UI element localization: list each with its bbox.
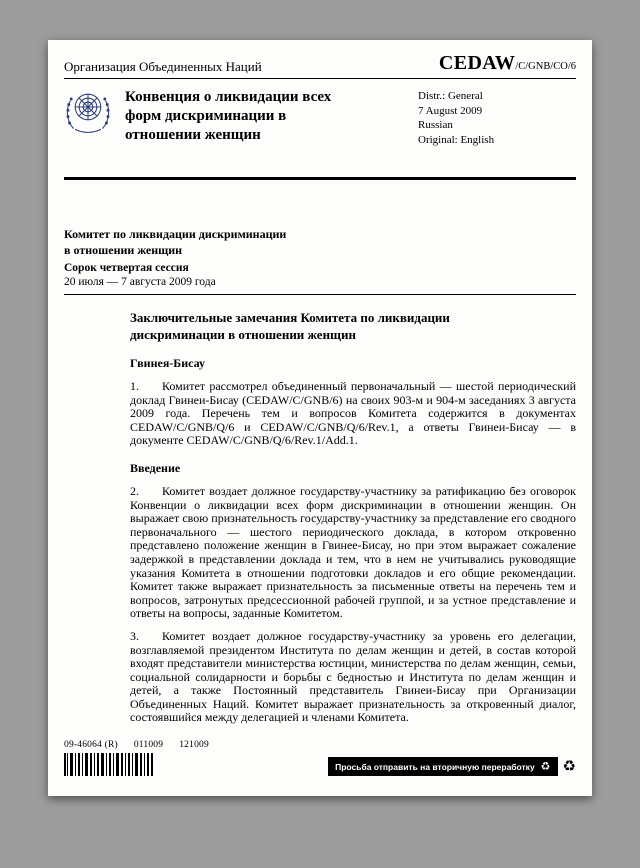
document-symbol: [439, 52, 576, 75]
barcode: [64, 753, 156, 776]
un-emblem-icon: [64, 87, 112, 135]
distr-language: Russian: [418, 119, 453, 131]
convention-title-line: форм дискриминации в: [125, 108, 287, 124]
footer-code-a: 011009: [133, 740, 164, 750]
thin-rule: [64, 294, 576, 295]
recycle-notice: [328, 757, 576, 776]
page-title-line: Заключительные замечания Комитета по ликвидации: [130, 310, 450, 325]
session-name: Сорок четвертая сессия: [64, 262, 189, 274]
page-title-line: дискриминации в отношении женщин: [130, 327, 357, 342]
recycle-label: Просьба отправить на вторичную переработку: [335, 761, 535, 772]
convention-title: [125, 87, 345, 147]
paragraph-text: Комитет рассмотрел объединенный первоначальный — шестой периодический доклад Гвинеи-Бисау (CEDAW/C/GNB/6) на своих 903-м и 904-м заседаниях 3 августа 2009 года. Перечень тем и вопросов Комитета содержится в документах CEDAW/C/GNB/Q/6 и CEDAW/C/GNB/Q/6/Rev.1, а ответы Гвинеи-Бисау — в документе CEDAW/C/GNB/Q/6/Rev.1/Add.1.: [130, 379, 576, 448]
document-page: [48, 40, 592, 796]
page-footer: [64, 740, 576, 776]
paragraph-number: 3.: [130, 628, 139, 643]
recycle-icon: ♻: [540, 760, 551, 773]
distr-original: Original: English: [418, 133, 495, 146]
paragraph-2: [130, 485, 576, 621]
session-dates: 20 июля — 7 августа 2009 года: [64, 276, 216, 288]
paragraph-text: Комитет воздает должное государству-участнику за уровень его делегации, возглавляемой президентом Института по делам женщин и детей, в состав которой входят представители министерства юстиции, министерства по делам женщин, семьи, социальной солидарности и борьбы с бедностью и Института по делам женщин и детей, а также Постоянный представитель Гвинеи-Бисау при Организации Объединенных Наций. Комитет выражает признательность за откровенный диалог, состоявшийся между делегацией и членами Комитета.: [130, 628, 576, 725]
committee-name-line: Комитет по ликвидации дискриминации: [64, 227, 287, 241]
paragraph-1: [130, 380, 576, 448]
distribution-block: [418, 87, 576, 147]
distr-date: 7 August 2009: [418, 104, 483, 117]
introduction-heading: Введение: [130, 460, 181, 475]
org-name: Организация Объединенных Наций: [64, 59, 262, 74]
committee-name-line: в отношении женщин: [64, 243, 183, 257]
paragraph-number: 2.: [130, 483, 139, 498]
paragraph-number: 1.: [130, 379, 139, 393]
recycle-box: [328, 757, 557, 776]
distr-line: Distr.: General: [418, 90, 483, 102]
thick-rule: [64, 177, 576, 180]
paragraph-text: Комитет воздает должное государству-участнику за ратификацию без оговорок Конвенции о ликвидации всех форм дискриминации в отношении женщин. Он выражает свою признательность государству-участнику за представление его сводного первоначального — шестого периодического доклада, в котором откровенно представлено положение женщин в Гвинее-Бисау, но при этом выражает сожаление задержкой в представлении доклада и тем, что в нем не учитывались руководящие указания Комитета в отношении подготовки докладов и его общие рекомендации. Комитет также выражает признательность за письменные ответы на перечень тем и вопросов, затронутых предсессионной рабочей группой, и за устное представление и ответы на вопросы, заданные Комитетом.: [130, 483, 576, 621]
document-codes: [64, 740, 225, 750]
convention-title-line: отношении женщин: [125, 127, 261, 143]
paragraph-3: [130, 630, 576, 725]
page-title: [130, 309, 576, 343]
document-symbol-main: CEDAW: [438, 52, 516, 74]
masthead-title-row: [64, 87, 576, 147]
footer-codes-block: [64, 740, 225, 776]
masthead-top-row: [64, 52, 576, 79]
un-emblem: [64, 87, 112, 147]
committee-name: [64, 226, 576, 258]
footer-code-b: 121009: [179, 740, 209, 750]
document-body: [130, 309, 576, 725]
convention-title-line: Конвенция о ликвидации всех: [125, 89, 332, 105]
recycled-paper-icon: ♻: [562, 757, 576, 775]
doc-code: 09-46064 (R): [64, 740, 118, 750]
country-heading: Гвинея-Бисау: [130, 356, 206, 370]
document-symbol-suffix: /C/GNB/CO/6: [515, 61, 576, 72]
